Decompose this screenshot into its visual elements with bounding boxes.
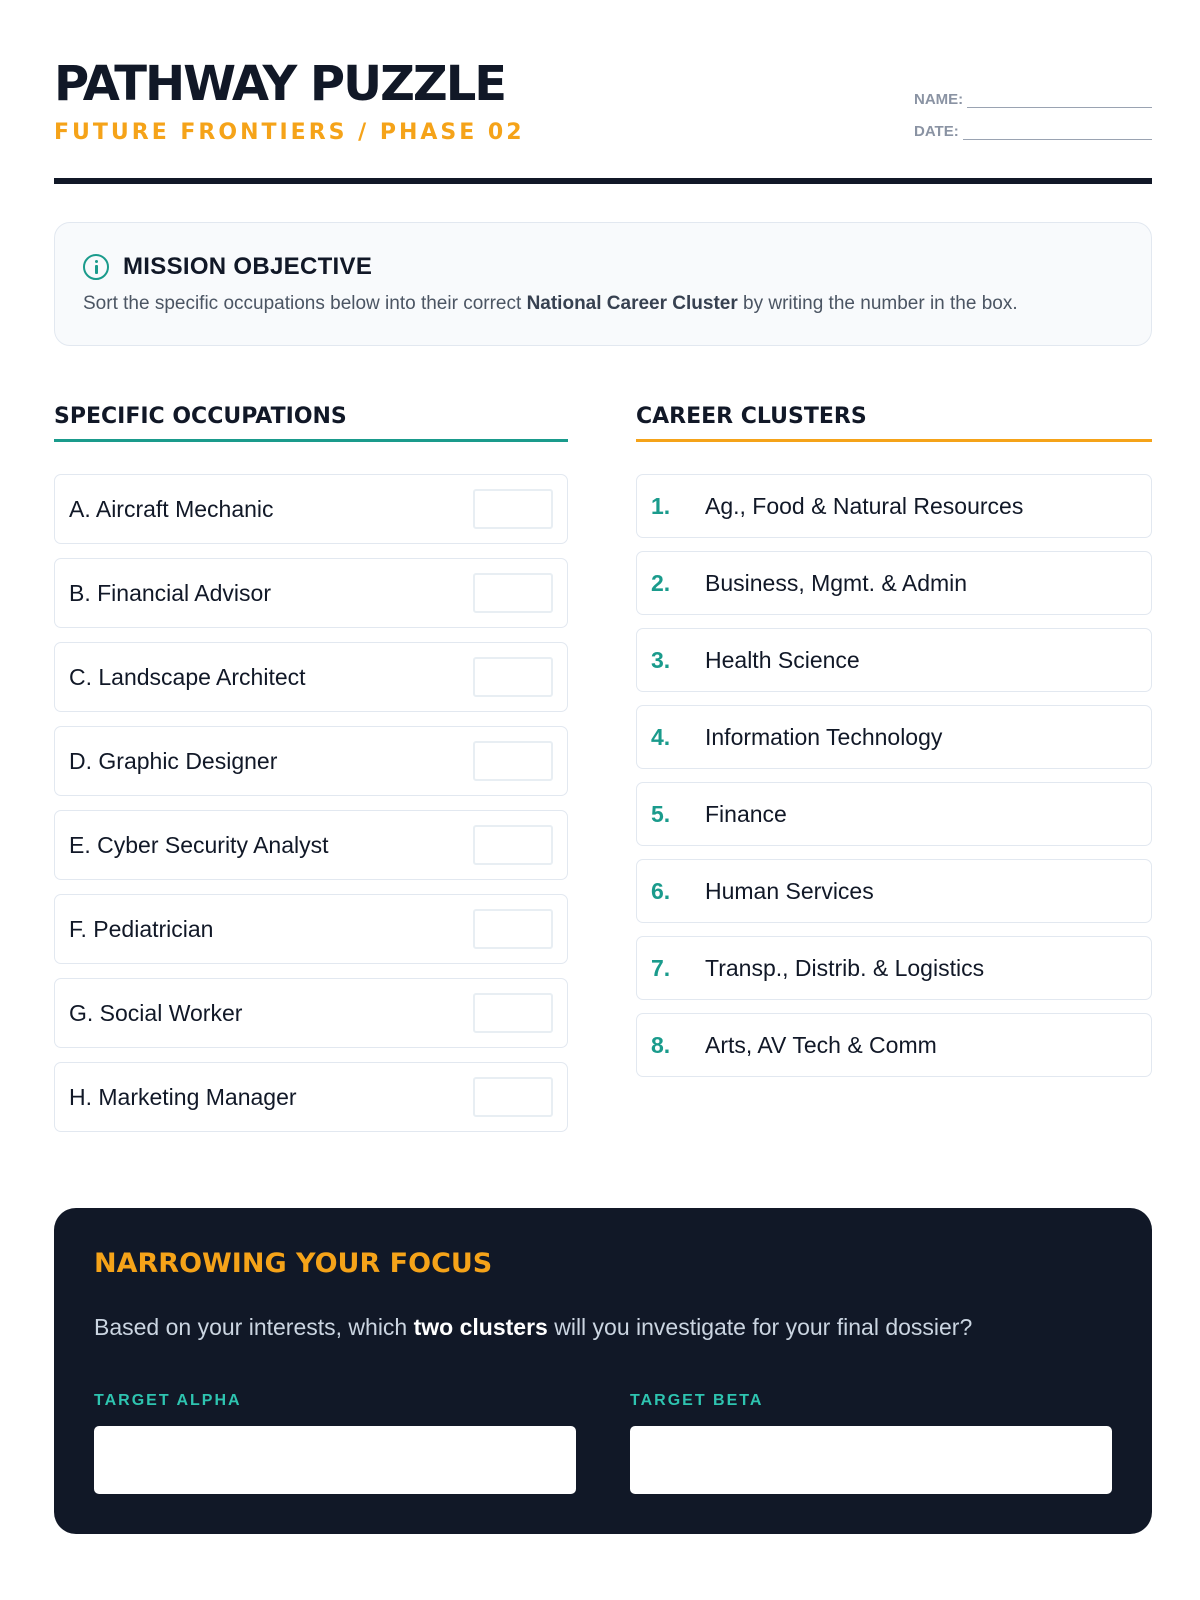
cluster-number: 1. [651, 492, 671, 519]
student-info [914, 76, 1152, 140]
objective-text-before: Sort the specific occupations below into their correct [83, 293, 527, 314]
cluster-label: Business, Mgmt. & Admin [705, 569, 968, 596]
name-line[interactable] [967, 94, 1152, 108]
occupation-card [54, 642, 568, 712]
objective-text-after: by writing the number in the box. [737, 293, 1018, 314]
mission-objective-panel [54, 222, 1152, 346]
focus-text-before: Based on your interests, which [94, 1314, 414, 1340]
answer-box[interactable] [473, 573, 553, 613]
answer-box[interactable] [473, 489, 553, 529]
target-beta-label: TARGET BETA [630, 1392, 764, 1409]
cluster-card [636, 628, 1152, 692]
name-label: NAME: [914, 91, 964, 108]
cluster-label: Finance [705, 800, 787, 827]
occupation-label: H. Marketing Manager [69, 1083, 297, 1110]
cluster-label: Information Technology [705, 723, 943, 750]
cluster-label: Transp., Distrib. & Logistics [705, 954, 985, 981]
date-field[interactable] [914, 108, 1152, 140]
occupation-card [54, 726, 568, 796]
occupation-label: F. Pediatrician [69, 915, 214, 942]
focus-text-bold: two clusters [413, 1314, 548, 1340]
focus-title: NARROWING YOUR FOCUS [94, 1248, 493, 1279]
objective-text-bold: National Career Cluster [526, 293, 738, 314]
objective-heading [83, 253, 372, 281]
cluster-number: 4. [651, 723, 671, 750]
cluster-number: 7. [651, 954, 671, 981]
cluster-number: 8. [651, 1031, 671, 1058]
answer-box[interactable] [473, 993, 553, 1033]
objective-title: MISSION OBJECTIVE [123, 253, 373, 280]
cluster-card [636, 474, 1152, 538]
answer-box[interactable] [473, 825, 553, 865]
occupation-label: B. Financial Advisor [69, 579, 271, 606]
occupation-card [54, 1062, 568, 1132]
cluster-number: 6. [651, 877, 671, 904]
date-label: DATE: [914, 123, 959, 140]
cluster-label: Arts, AV Tech & Comm [705, 1031, 937, 1058]
cluster-number: 2. [651, 569, 671, 596]
focus-question [94, 1314, 972, 1341]
page-title: PATHWAY PUZZLE [54, 56, 506, 112]
cluster-label: Human Services [705, 877, 874, 904]
occupation-card [54, 474, 568, 544]
date-line[interactable] [963, 126, 1152, 140]
cluster-card [636, 551, 1152, 615]
cluster-card [636, 859, 1152, 923]
cluster-card [636, 1013, 1152, 1077]
occupation-card [54, 978, 568, 1048]
occupation-label: E. Cyber Security Analyst [69, 831, 329, 858]
answer-box[interactable] [473, 1077, 553, 1117]
focus-text-after: will you investigate for your final dossier? [547, 1314, 973, 1340]
occupation-label: G. Social Worker [69, 999, 243, 1026]
occupation-card [54, 558, 568, 628]
objective-text [83, 293, 1018, 315]
target-beta-input[interactable] [630, 1426, 1112, 1494]
cluster-number: 3. [651, 646, 671, 673]
info-icon [83, 254, 109, 280]
cluster-card [636, 936, 1152, 1000]
target-alpha-input[interactable] [94, 1426, 576, 1494]
occupations-heading: SPECIFIC OCCUPATIONS [54, 400, 568, 442]
name-field[interactable] [914, 76, 1152, 108]
answer-box[interactable] [473, 657, 553, 697]
page-subtitle: FUTURE FRONTIERS / PHASE 02 [54, 120, 525, 145]
target-alpha-label: TARGET ALPHA [94, 1392, 242, 1409]
cluster-card [636, 782, 1152, 846]
cluster-label: Ag., Food & Natural Resources [705, 492, 1024, 519]
worksheet-header [54, 56, 1152, 184]
cluster-number: 5. [651, 800, 671, 827]
answer-box[interactable] [473, 741, 553, 781]
occupation-card [54, 810, 568, 880]
occupation-label: D. Graphic Designer [69, 747, 278, 774]
answer-box[interactable] [473, 909, 553, 949]
cluster-card [636, 705, 1152, 769]
cluster-label: Health Science [705, 646, 860, 673]
occupation-card [54, 894, 568, 964]
clusters-heading: CAREER CLUSTERS [636, 400, 1152, 442]
occupation-label: C. Landscape Architect [69, 663, 306, 690]
occupation-label: A. Aircraft Mechanic [69, 495, 274, 522]
focus-panel [54, 1208, 1152, 1534]
